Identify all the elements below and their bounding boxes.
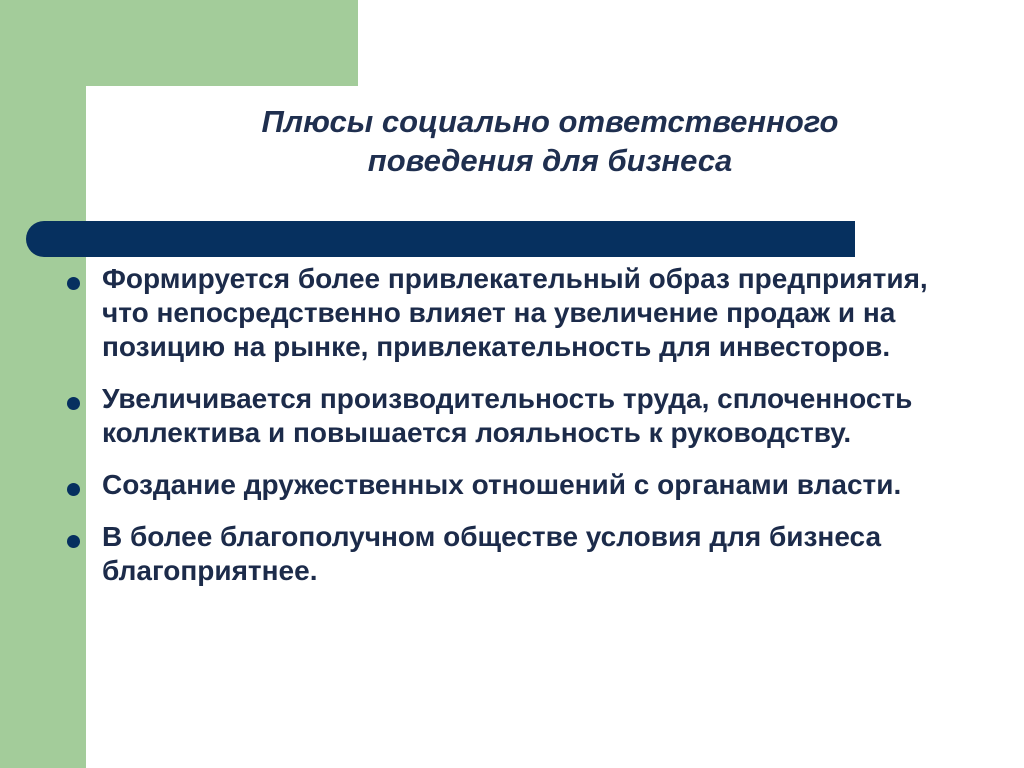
slide-title [150, 102, 950, 180]
bullet-text: Формируется более привлекательный образ предприятия, что непосредственно влияет на увеличение продаж и на позицию на рынке, привлекательность для инвесторов. [102, 263, 928, 362]
bullet-dot-icon [67, 397, 80, 410]
bullet-item [60, 382, 960, 450]
bullet-text: В более благополучном обществе условия для бизнеса благоприятнее. [102, 521, 882, 586]
panel-rounded-corner [86, 86, 146, 146]
slide-title-line-2: поведения для бизнеса [367, 143, 733, 178]
bullet-item [60, 262, 960, 364]
bullet-text: Создание дружественных отношений с органами власти. [102, 469, 902, 500]
bullet-dot-icon [67, 277, 80, 290]
bullet-item [60, 520, 960, 588]
bullet-text: Увеличивается производительность труда, сплоченность коллектива и повышается лояльность к руководству. [102, 383, 913, 448]
bullet-item [60, 468, 960, 502]
bullet-dot-icon [67, 535, 80, 548]
slide-title-line-1: Плюсы социально ответственного [261, 104, 839, 139]
bullet-list [60, 262, 960, 606]
bullet-dot-icon [67, 483, 80, 496]
title-divider-bar [26, 221, 855, 257]
